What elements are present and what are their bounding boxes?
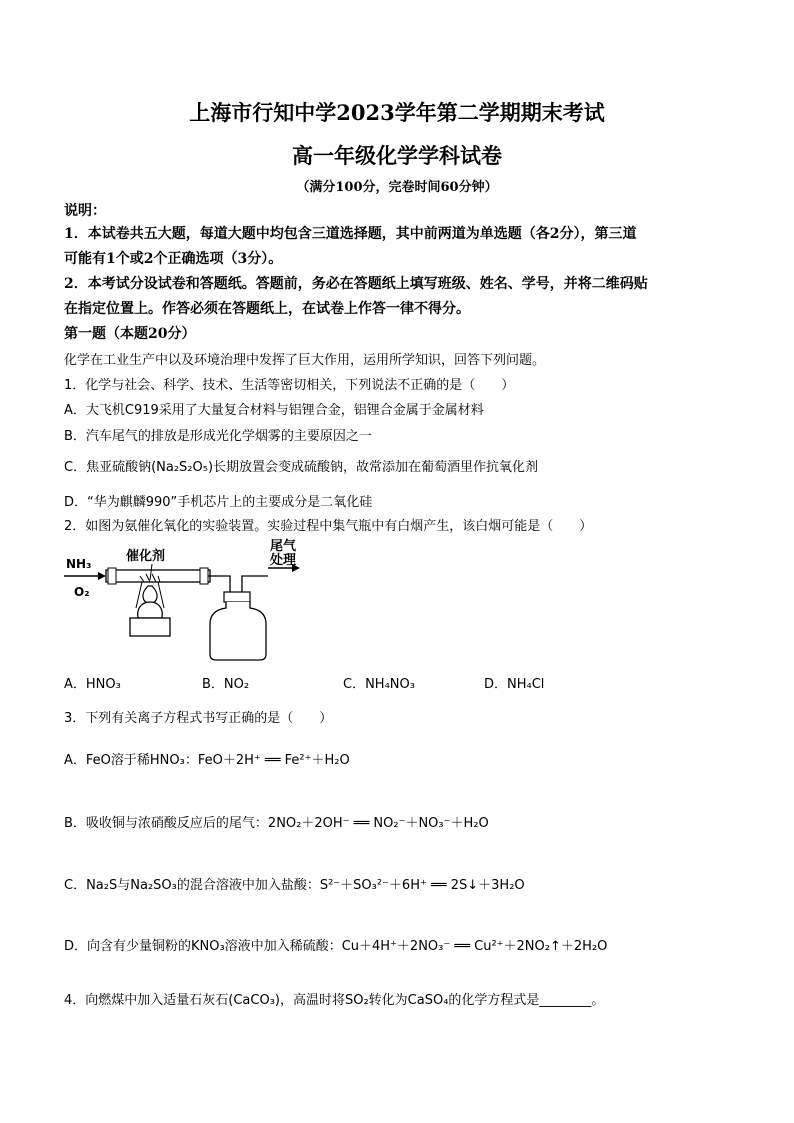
q1-option-c: C．焦亚硫酸钠(Na₂S₂O₅)长期放置会变成硫酸钠，故常添加在葡萄酒里作抗氧化剂 <box>64 460 539 475</box>
instruction-1-line1: 1．本试卷共五大题，每道大题中均包含三道选择题，其中前两道为单选题（各2分），第三道 <box>64 226 637 242</box>
instruction-1-line2: 可能有1个或2个正确选项（3分）。 <box>64 251 283 267</box>
bottle-stopper <box>224 592 250 602</box>
q3-option-a: A．FeO溶于稀HNO₃：FeO＋2H⁺ ══ Fe²⁺＋H₂O <box>64 753 350 768</box>
ammonia-oxidation-apparatus <box>60 538 310 662</box>
tail-gas-label-1: 尾气 <box>270 539 297 554</box>
lamp-holder-right <box>158 582 164 608</box>
gas-collecting-bottle <box>210 602 266 660</box>
q3-option-d: D．向含有少量铜粉的KNO₃溶液中加入稀硫酸：Cu＋4H⁺＋2NO₃⁻ ══ Cu²⁺＋2NO₂↑＋2H₂O <box>64 939 608 954</box>
q1-option-a: A．大飞机C919采用了大量复合材料与铝锂合金，铝锂合金属于金属材料 <box>64 403 484 418</box>
alcohol-lamp-body <box>138 602 163 618</box>
q2-stem: 2．如图为氨催化氧化的实验装置。实验过程中集气瓶中有白烟产生，该白烟可能是（ ） <box>64 519 593 534</box>
exam-subtitle: 高一年级化学学科试卷 <box>292 143 502 168</box>
catalyst-pointer <box>150 564 152 580</box>
q4-stem: 4．向燃煤中加入适量石灰石(CaCO₃)，高温时将SO₂转化为CaSO₄的化学方程式是________。 <box>64 993 605 1008</box>
q2-option-d: D．NH₄Cl <box>484 677 545 692</box>
alcohol-lamp-flame <box>143 586 157 604</box>
catalyst-label: 催化剂 <box>126 549 166 564</box>
q3-stem: 3．下列有关离子方程式书写正确的是（ ） <box>64 711 333 726</box>
bottle-outlet-tube <box>242 576 268 594</box>
lamp-stand-block <box>130 618 170 636</box>
nh3-label: NH₃ <box>66 557 92 571</box>
tube-stopper-left <box>108 568 116 584</box>
q2-option-a: A．HNO₃ <box>64 677 121 692</box>
inlet-arrowhead <box>98 572 106 580</box>
tube-stopper-right <box>200 568 208 584</box>
instruction-2-line1: 2．本考试分设试卷和答题纸。答题前，务必在答题纸上填写班级、姓名、学号，并将二维码贴 <box>64 276 648 292</box>
connecting-tube <box>208 576 230 594</box>
q1-option-b: B．汽车尾气的排放是形成光化学烟雾的主要原因之一 <box>64 429 372 444</box>
q3-option-c: C．Na₂S与Na₂SO₃的混合溶液中加入盐酸：S²⁻＋SO₃²⁻＋6H⁺ ══ 2S↓＋3H₂O <box>64 878 525 893</box>
section-intro: 化学在工业生产中以及环境治理中发挥了巨大作用，运用所学知识，回答下列问题。 <box>64 353 546 368</box>
o2-label: O₂ <box>74 585 90 599</box>
instructions-heading: 说明： <box>64 203 106 219</box>
q1-stem: 1．化学与社会、科学、技术、生活等密切相关，下列说法不正确的是（ ） <box>64 378 515 393</box>
section-heading: 第一题（本题20分） <box>64 326 196 342</box>
exam-title: 上海市行知中学2023学年第二学期期末考试 <box>189 100 605 125</box>
q2-option-b: B．NO₂ <box>202 677 250 692</box>
q2-option-c: C．NH₄NO₃ <box>343 677 415 692</box>
q3-option-b: B．吸收铜与浓硝酸反应后的尾气：2NO₂＋2OH⁻ ══ NO₂⁻＋NO₃⁻＋H₂O <box>64 816 489 831</box>
q1-option-d: D．“华为麒麟990”手机芯片上的主要成分是二氧化硅 <box>64 495 373 510</box>
tail-gas-label-2: 处理 <box>270 553 297 568</box>
instruction-2-line2: 在指定位置上。作答必须在答题纸上，在试卷上作答一律不得分。 <box>64 301 470 317</box>
exam-meta: （满分100分，完卷时间60分钟） <box>296 180 498 195</box>
lamp-holder-left <box>136 582 142 608</box>
